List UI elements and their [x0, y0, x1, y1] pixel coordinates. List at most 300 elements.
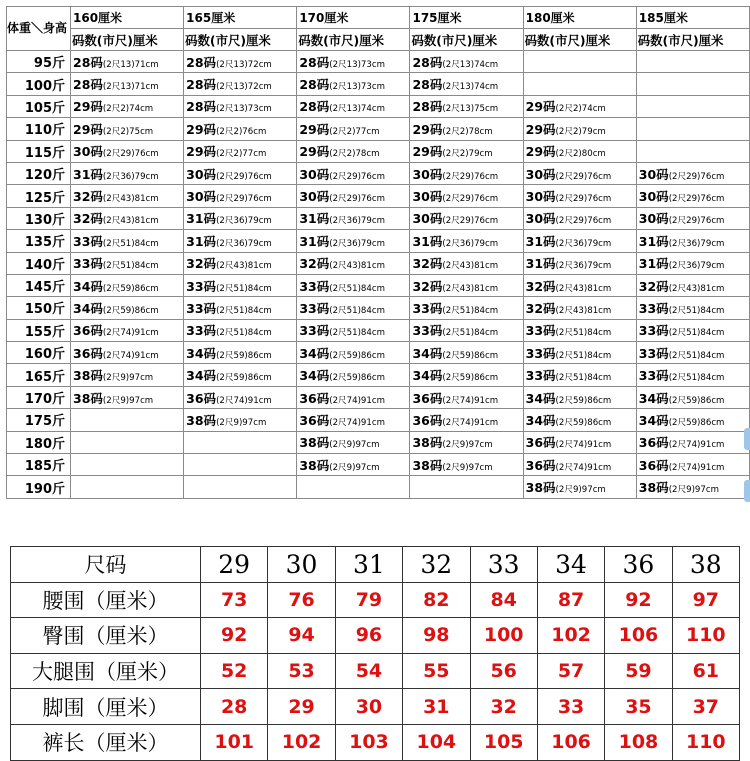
size-code: 36码 [412, 390, 443, 406]
size-cell [184, 252, 297, 274]
size-cell [636, 252, 749, 274]
subheader-cell: 码数(市尺)厘米 [71, 29, 184, 51]
weight-row [7, 431, 750, 453]
waist-measure: (2尺74)91cm [442, 395, 499, 406]
waist-measure: (2尺51)84cm [329, 328, 385, 339]
waist-measure: (2尺2)77cm [329, 126, 380, 137]
size-code: 31码 [638, 256, 669, 272]
size-code: 32码 [412, 256, 443, 272]
size-cell [297, 431, 410, 453]
size-code: 31码 [299, 233, 330, 249]
measurement-value: 108 [605, 724, 672, 760]
size-code: 30码 [638, 166, 669, 182]
size-cell [297, 207, 410, 229]
size-code: 33码 [73, 256, 103, 272]
size-code: 32码 [186, 256, 217, 272]
measurement-label: 臀围（厘米） [11, 618, 201, 654]
waist-measure: (2尺2)79cm [555, 126, 606, 137]
height-header-cell: 180厘米 [523, 7, 636, 29]
size-code: 28码 [299, 77, 330, 93]
subheader-cell: 码数(市尺)厘米 [410, 29, 523, 51]
waist-measure: (2尺43)81cm [102, 194, 159, 205]
waist-measure: (2尺59)86cm [216, 373, 272, 384]
size-code: 30码 [638, 211, 669, 227]
size-code: 38码 [73, 368, 103, 384]
size-cell [636, 207, 749, 229]
size-cell [410, 409, 523, 431]
size-cell [184, 230, 297, 252]
waist-measure: (2尺74)91cm [216, 395, 272, 406]
size-code: 32码 [73, 189, 103, 205]
subheader-cell: 码数(市尺)厘米 [523, 29, 636, 51]
size-cell [523, 342, 636, 364]
size-code: 36码 [73, 345, 103, 361]
waist-measure: (2尺43)81cm [329, 261, 385, 272]
size-cell [71, 118, 184, 140]
scroll-edge-tab[interactable] [744, 428, 750, 450]
waist-measure: (2尺29)76cm [329, 171, 385, 182]
measurement-row [11, 618, 740, 654]
measurement-value: 33 [537, 689, 604, 725]
weight-row [7, 140, 750, 162]
size-code: 36码 [299, 390, 330, 406]
size-cell [71, 185, 184, 207]
size-cell [71, 162, 184, 184]
size-code: 31码 [412, 233, 443, 249]
size-code: 38码 [73, 390, 103, 406]
size-cell [636, 185, 749, 207]
size-cell [184, 431, 297, 453]
size-cell [297, 342, 410, 364]
size-cell [184, 185, 297, 207]
weight-label: 110斤 [7, 118, 71, 140]
size-code: 29码 [73, 121, 103, 137]
size-cell [523, 118, 636, 140]
size-header-cell: 34 [537, 547, 604, 583]
faded-note-line [30, 522, 750, 532]
size-header-cell: 38 [672, 547, 739, 583]
size-code: 31码 [73, 166, 103, 182]
size-header-cell: 29 [201, 547, 268, 583]
weight-row [7, 476, 750, 498]
size-code: 30码 [299, 166, 330, 182]
size-code: 30码 [412, 166, 443, 182]
waist-measure: (2尺36)79cm [442, 238, 499, 249]
size-cell [523, 185, 636, 207]
waist-measure: (2尺36)79cm [329, 216, 385, 227]
measurement-value: 103 [335, 724, 402, 760]
weight-label: 120斤 [7, 162, 71, 184]
waist-measure: (2尺13)74cm [442, 59, 499, 70]
size-cell [71, 409, 184, 431]
height-header-cell: 165厘米 [184, 7, 297, 29]
size-cell [523, 230, 636, 252]
waist-measure: (2尺2)75cm [102, 126, 154, 137]
size-cell [523, 476, 636, 498]
weight-label: 140斤 [7, 252, 71, 274]
size-code: 33码 [525, 345, 556, 361]
size-cell [410, 297, 523, 319]
waist-measure: (2尺51)84cm [442, 328, 499, 339]
size-code: 36码 [525, 457, 556, 473]
waist-measure: (2尺13)73cm [329, 59, 385, 70]
size-code: 36码 [412, 412, 443, 428]
size-code: 38码 [638, 480, 669, 496]
size-measurement-table-body [11, 547, 740, 761]
size-cell [71, 252, 184, 274]
size-code: 38码 [186, 412, 217, 428]
measurement-value: 102 [537, 618, 604, 654]
waist-measure: (2尺13)71cm [102, 82, 159, 93]
measurement-value: 87 [537, 582, 604, 618]
size-header-cell: 30 [268, 547, 335, 583]
size-cell [636, 476, 749, 498]
measurement-label: 腰围（厘米） [11, 582, 201, 618]
waist-measure: (2尺51)84cm [555, 373, 612, 384]
measurement-value: 106 [537, 724, 604, 760]
size-cell [297, 73, 410, 95]
weight-row [7, 409, 750, 431]
size-cell [523, 297, 636, 319]
waist-measure: (2尺29)76cm [555, 194, 612, 205]
size-cell [636, 162, 749, 184]
scroll-edge-tab[interactable] [744, 480, 750, 502]
weight-height-corner-label: 体重＼身高 [7, 7, 71, 51]
waist-measure: (2尺43)81cm [555, 283, 612, 294]
size-code: 29码 [525, 144, 556, 160]
size-code: 31码 [186, 211, 217, 227]
weight-row [7, 162, 750, 184]
size-code: 28码 [299, 54, 330, 70]
waist-measure: (2尺29)76cm [102, 149, 159, 160]
measurement-value: 98 [403, 618, 470, 654]
waist-measure: (2尺36)79cm [668, 261, 725, 272]
weight-row [7, 274, 750, 296]
size-cell [410, 230, 523, 252]
size-code: 36码 [73, 323, 103, 339]
size-cell [184, 73, 297, 95]
size-cell [297, 454, 410, 476]
weight-label: 180斤 [7, 431, 71, 453]
measurement-value: 100 [470, 618, 537, 654]
size-cell [636, 73, 749, 95]
waist-measure: (2尺36)79cm [216, 238, 272, 249]
waist-measure: (2尺59)86cm [216, 350, 272, 361]
size-cell [297, 140, 410, 162]
waist-measure: (2尺74)91cm [668, 440, 725, 451]
size-code: 32码 [299, 256, 330, 272]
measurement-value: 32 [470, 689, 537, 725]
size-cell [184, 274, 297, 296]
waist-measure: (2尺59)86cm [555, 395, 612, 406]
waist-measure: (2尺9)97cm [102, 395, 154, 406]
waist-measure: (2尺9)97cm [102, 373, 154, 384]
weight-label: 175斤 [7, 409, 71, 431]
size-code: 30码 [525, 166, 556, 182]
waist-measure: (2尺43)81cm [216, 261, 272, 272]
size-code: 31码 [525, 256, 556, 272]
size-code: 34码 [638, 412, 669, 428]
weight-row [7, 386, 750, 408]
waist-measure: (2尺43)81cm [668, 283, 725, 294]
measurement-value: 84 [470, 582, 537, 618]
size-cell [410, 207, 523, 229]
waist-measure: (2尺43)81cm [555, 305, 612, 316]
measurement-value: 94 [268, 618, 335, 654]
measurement-value: 101 [201, 724, 268, 760]
weight-label: 105斤 [7, 95, 71, 117]
size-cell [410, 140, 523, 162]
size-cell [184, 364, 297, 386]
waist-measure: (2尺13)74cm [442, 82, 499, 93]
size-cell [297, 476, 410, 498]
size-code: 36码 [638, 435, 669, 451]
size-cell [184, 162, 297, 184]
size-cell [410, 364, 523, 386]
size-code: 32码 [638, 278, 669, 294]
waist-measure: (2尺13)75cm [442, 104, 499, 115]
size-code: 33码 [412, 323, 443, 339]
waist-measure: (2尺29)76cm [216, 171, 272, 182]
size-code: 33码 [412, 300, 443, 316]
size-cell [297, 364, 410, 386]
waist-measure: (2尺74)91cm [102, 350, 159, 361]
size-code: 30码 [638, 189, 669, 205]
measurement-value: 54 [335, 653, 402, 689]
size-code: 33码 [73, 233, 103, 249]
size-code: 29码 [73, 99, 103, 115]
size-code: 38码 [525, 480, 556, 496]
size-cell [297, 162, 410, 184]
measurement-value: 29 [268, 689, 335, 725]
size-code: 34码 [412, 368, 443, 384]
measurement-value: 73 [201, 582, 268, 618]
size-cell [410, 162, 523, 184]
waist-measure: (2尺29)76cm [668, 194, 725, 205]
size-code: 30码 [525, 211, 556, 227]
weight-label: 125斤 [7, 185, 71, 207]
waist-measure: (2尺43)81cm [442, 261, 499, 272]
measurement-value: 35 [605, 689, 672, 725]
size-cell [410, 431, 523, 453]
weight-label: 100斤 [7, 73, 71, 95]
waist-measure: (2尺36)79cm [668, 238, 725, 249]
waist-measure: (2尺59)86cm [102, 305, 159, 316]
weight-row [7, 230, 750, 252]
size-header-cell: 36 [605, 547, 672, 583]
size-cell [523, 431, 636, 453]
measurement-value: 55 [403, 653, 470, 689]
waist-measure: (2尺2)80cm [555, 149, 606, 160]
size-code: 33码 [186, 300, 217, 316]
waist-measure: (2尺13)71cm [102, 59, 159, 70]
measurement-value: 37 [672, 689, 739, 725]
waist-measure: (2尺29)76cm [442, 171, 499, 182]
size-code: 33码 [638, 368, 669, 384]
size-code: 28码 [412, 77, 443, 93]
size-cell [184, 118, 297, 140]
size-code: 33码 [638, 300, 669, 316]
waist-measure: (2尺13)73cm [329, 82, 385, 93]
size-code: 34码 [638, 390, 669, 406]
waist-measure: (2尺51)84cm [216, 283, 272, 294]
size-cell [523, 95, 636, 117]
size-cell [71, 476, 184, 498]
size-cell [71, 364, 184, 386]
waist-measure: (2尺51)84cm [555, 328, 612, 339]
waist-measure: (2尺29)76cm [442, 194, 499, 205]
waist-measure: (2尺51)84cm [102, 261, 159, 272]
size-header-cell: 31 [335, 547, 402, 583]
size-cell [523, 162, 636, 184]
size-cell [71, 140, 184, 162]
measurement-row [11, 689, 740, 725]
measurement-value: 61 [672, 653, 739, 689]
size-code: 33码 [299, 278, 330, 294]
waist-measure: (2尺51)84cm [329, 283, 385, 294]
waist-measure: (2尺2)78cm [442, 126, 493, 137]
size-cell [71, 454, 184, 476]
waist-measure: (2尺51)84cm [102, 238, 159, 249]
size-cell [636, 118, 749, 140]
weight-row [7, 364, 750, 386]
measurement-value: 82 [403, 582, 470, 618]
subheader-cell: 码数(市尺)厘米 [636, 29, 749, 51]
subheader-row [7, 29, 750, 51]
waist-measure: (2尺9)97cm [329, 462, 380, 473]
size-code: 33码 [299, 323, 330, 339]
size-code: 31码 [525, 233, 556, 249]
size-cell [410, 319, 523, 341]
size-cell [184, 454, 297, 476]
size-cell [297, 297, 410, 319]
weight-label: 135斤 [7, 230, 71, 252]
waist-measure: (2尺36)79cm [555, 238, 612, 249]
waist-measure: (2尺29)76cm [668, 216, 725, 227]
size-cell [523, 140, 636, 162]
size-cell [184, 95, 297, 117]
size-code: 33码 [186, 278, 217, 294]
size-cell [523, 319, 636, 341]
height-header-cell: 170厘米 [297, 7, 410, 29]
size-cell [297, 319, 410, 341]
waist-measure: (2尺74)91cm [102, 328, 159, 339]
size-cell [410, 274, 523, 296]
waist-measure: (2尺9)97cm [329, 440, 380, 451]
size-code: 38码 [299, 435, 330, 451]
waist-measure: (2尺36)79cm [555, 261, 612, 272]
measurement-value: 102 [268, 724, 335, 760]
size-code: 30码 [299, 189, 330, 205]
size-code: 29码 [186, 121, 217, 137]
size-code: 34码 [525, 390, 556, 406]
size-code: 28码 [186, 77, 217, 93]
weight-label: 165斤 [7, 364, 71, 386]
size-cell [297, 118, 410, 140]
size-cell [71, 95, 184, 117]
waist-measure: (2尺9)97cm [442, 462, 493, 473]
waist-measure: (2尺9)97cm [668, 485, 719, 496]
size-code: 30码 [412, 211, 443, 227]
size-cell [71, 73, 184, 95]
size-cell [636, 230, 749, 252]
size-cell [636, 319, 749, 341]
size-code: 33码 [299, 300, 330, 316]
weight-row [7, 185, 750, 207]
size-cell [410, 118, 523, 140]
size-code: 29码 [299, 144, 330, 160]
size-code: 28码 [186, 54, 217, 70]
size-code: 30码 [525, 189, 556, 205]
size-code: 30码 [73, 144, 103, 160]
size-code: 36码 [186, 390, 217, 406]
measurement-row [11, 653, 740, 689]
weight-height-size-table-body [7, 7, 750, 499]
size-cell [523, 73, 636, 95]
size-header-cell: 32 [403, 547, 470, 583]
size-cell [297, 185, 410, 207]
height-header-cell: 175厘米 [410, 7, 523, 29]
measurement-label: 大腿围（厘米） [11, 653, 201, 689]
waist-measure: (2尺51)84cm [668, 328, 725, 339]
measurement-value: 96 [335, 618, 402, 654]
waist-measure: (2尺9)97cm [442, 440, 493, 451]
size-cell [184, 342, 297, 364]
waist-measure: (2尺2)74cm [102, 104, 154, 115]
waist-measure: (2尺29)76cm [555, 216, 612, 227]
measurement-value: 92 [201, 618, 268, 654]
size-code: 34码 [525, 412, 556, 428]
size-cell [71, 386, 184, 408]
size-cell [523, 364, 636, 386]
size-code: 29码 [412, 121, 443, 137]
waist-measure: (2尺59)86cm [329, 350, 385, 361]
size-code: 32码 [525, 300, 556, 316]
size-cell [71, 230, 184, 252]
size-code: 32码 [525, 278, 556, 294]
weight-row [7, 118, 750, 140]
size-code: 29码 [186, 144, 217, 160]
size-code: 33码 [186, 323, 217, 339]
size-code: 31码 [638, 233, 669, 249]
waist-measure: (2尺13)72cm [216, 82, 272, 93]
size-cell [184, 51, 297, 73]
size-code: 34码 [412, 345, 443, 361]
measurement-value: 53 [268, 653, 335, 689]
size-cell [410, 95, 523, 117]
waist-measure: (2尺13)72cm [216, 59, 272, 70]
measurement-value: 106 [605, 618, 672, 654]
size-code: 34码 [186, 345, 217, 361]
waist-measure: (2尺51)84cm [668, 350, 725, 361]
waist-measure: (2尺9)97cm [216, 417, 267, 428]
weight-row [7, 51, 750, 73]
size-cell [184, 476, 297, 498]
size-cell [297, 51, 410, 73]
size-code: 28码 [299, 99, 330, 115]
size-cell [410, 73, 523, 95]
height-header-row [7, 7, 750, 29]
waist-measure: (2尺13)73cm [216, 104, 272, 115]
size-code: 33码 [525, 368, 556, 384]
size-code: 29码 [299, 121, 330, 137]
size-code: 32码 [412, 278, 443, 294]
measurement-value: 59 [605, 653, 672, 689]
size-cell [297, 252, 410, 274]
subheader-cell: 码数(市尺)厘米 [297, 29, 410, 51]
measurement-value: 104 [403, 724, 470, 760]
waist-measure: (2尺2)78cm [329, 149, 380, 160]
